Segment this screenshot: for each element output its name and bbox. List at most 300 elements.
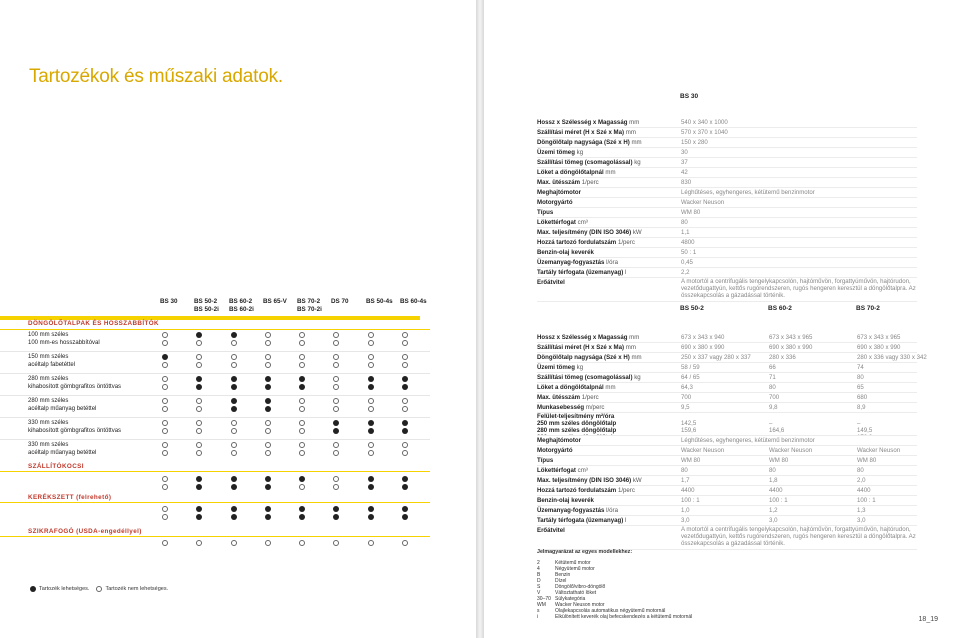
spec-value: 71 bbox=[769, 374, 776, 381]
spec-unit: mm bbox=[605, 169, 616, 176]
spec-row bbox=[537, 198, 917, 208]
spec-label bbox=[537, 486, 681, 495]
spec-row bbox=[537, 188, 917, 198]
spec-unit: kg bbox=[634, 159, 641, 166]
spec-row bbox=[537, 393, 917, 403]
spec-row bbox=[537, 466, 917, 476]
spec-value: 3,0 bbox=[769, 517, 778, 524]
legend-value: Döngölő/vibro-döngölő bbox=[555, 584, 606, 590]
empty-circle-icon bbox=[196, 362, 202, 368]
empty-circle-icon bbox=[402, 362, 408, 368]
section-szikrafogo: SZIKRAFOGÓ (USDA-engedéllyel) bbox=[28, 528, 142, 535]
spec-label-text: Munkasebesség bbox=[537, 404, 585, 411]
spec-label-text: Löket a döngölőtalpnál bbox=[537, 169, 604, 176]
empty-circle-icon bbox=[162, 428, 168, 434]
legend bbox=[537, 549, 692, 620]
spec-value: 1,0 bbox=[681, 507, 690, 514]
empty-circle-icon bbox=[162, 406, 168, 412]
spec-values bbox=[681, 486, 945, 495]
spec-unit: 1/perc bbox=[617, 487, 635, 494]
empty-circle-icon bbox=[162, 514, 168, 520]
spec-row bbox=[537, 248, 917, 258]
spec-value: 1,1 bbox=[681, 229, 690, 236]
legend-value: Elkülönített keverék olaj befecskendezés a kétütemű motornál bbox=[555, 614, 693, 620]
empty-circle-icon bbox=[299, 332, 305, 338]
matrix-footer bbox=[30, 586, 168, 592]
empty-circle-icon bbox=[231, 442, 237, 448]
spec-row bbox=[537, 476, 917, 486]
filled-circle-icon bbox=[231, 384, 237, 390]
spec-value: 0,45 bbox=[681, 259, 693, 266]
empty-circle-icon bbox=[333, 540, 339, 546]
spec-label bbox=[537, 373, 681, 382]
spec-unit: m/perc bbox=[585, 404, 605, 411]
filled-circle-icon bbox=[231, 514, 237, 520]
spec-label bbox=[537, 383, 681, 392]
legend-value: Benzin bbox=[555, 572, 571, 578]
spec-value: 80 bbox=[681, 467, 688, 474]
spec-row bbox=[537, 128, 917, 138]
spec-label-text: Benzin-olaj keverék bbox=[537, 497, 594, 504]
spec-values bbox=[681, 446, 945, 455]
empty-circle-icon bbox=[265, 428, 271, 434]
empty-circle-icon bbox=[265, 540, 271, 546]
spec-label-text: Meghajtómotor bbox=[537, 437, 582, 444]
spec-label-text: Hozzá tartozó fordulatszám bbox=[537, 239, 617, 246]
spec-label-text: Max. ütésszám bbox=[537, 179, 581, 186]
spec-label bbox=[537, 248, 681, 257]
spec-label-text: Üzemanyag-fogyasztás bbox=[537, 259, 605, 266]
spec-unit: 1/perc bbox=[581, 394, 599, 401]
spec-table-bs50-70 bbox=[537, 333, 927, 550]
spec-row bbox=[537, 258, 917, 268]
empty-circle-icon bbox=[368, 540, 374, 546]
legend-key: 4 bbox=[537, 566, 540, 572]
spec-row bbox=[537, 278, 917, 302]
filled-circle-icon bbox=[265, 406, 271, 412]
filled-circle-icon bbox=[231, 476, 237, 482]
spec-value: 690 x 380 x 990 bbox=[769, 344, 813, 351]
matrix-row-label: 100 mm széles 100 mm-es hosszabbítóval bbox=[28, 332, 100, 346]
filled-circle-icon bbox=[402, 506, 408, 512]
spec-label: Erőátvitel bbox=[537, 527, 565, 534]
spec-row bbox=[537, 333, 917, 343]
legend-title: Jelmagyarázat az egyes modellekhez: bbox=[537, 549, 633, 555]
matrix-row-label: 280 mm széles acéltalp műanyag betéttel bbox=[28, 398, 97, 412]
spec-value: Wacker Neuson bbox=[681, 199, 725, 206]
matrix-model-name: BS 50-2 bbox=[194, 298, 218, 305]
spec-label bbox=[537, 516, 681, 525]
spec-unit: 1/perc bbox=[581, 179, 599, 186]
spec-row bbox=[537, 148, 917, 158]
spec-value: A motortól a centrifugális tengelykapcsolón, hajtóművön, forgattyúművön, hajtórudon, vezetődugattyún, kettős rugórendszeren, rugós hengeren keresztül a döngölőtalpra. Az összekapcsolás a gázadással történik. bbox=[681, 278, 916, 299]
spec-value: 280 x 336 bbox=[769, 354, 796, 361]
spec-label bbox=[537, 353, 681, 362]
empty-circle-icon bbox=[402, 354, 408, 360]
spec-value: 142,5 159,6 bbox=[681, 420, 697, 434]
spec-label bbox=[537, 138, 681, 147]
spec-label-text: Üzemanyag-fogyasztás bbox=[537, 507, 605, 514]
matrix-model-name: BS 60-4s bbox=[400, 298, 427, 305]
page-number: 18_19 bbox=[918, 616, 938, 623]
filled-circle-icon bbox=[299, 376, 305, 382]
spec-label bbox=[537, 476, 681, 485]
spec-value: Wacker Neuson bbox=[769, 447, 813, 454]
spec-label-text: Max. ütésszám bbox=[537, 394, 581, 401]
empty-circle-icon bbox=[196, 354, 202, 360]
spec-value: 830 bbox=[681, 179, 692, 186]
legend-item bbox=[537, 614, 692, 620]
filled-circle-icon bbox=[299, 506, 305, 512]
spec-values bbox=[681, 383, 945, 392]
spec-value: WM 80 bbox=[681, 457, 701, 464]
filled-circle-icon bbox=[265, 476, 271, 482]
empty-circle-icon bbox=[162, 398, 168, 404]
filled-circle-icon bbox=[196, 484, 202, 490]
empty-circle-icon bbox=[402, 332, 408, 338]
spec-label-text: Löket a döngölőtalpnál bbox=[537, 384, 604, 391]
empty-circle-icon bbox=[162, 332, 168, 338]
filled-circle-icon bbox=[333, 420, 339, 426]
empty-circle-icon bbox=[333, 442, 339, 448]
empty-circle-icon bbox=[299, 420, 305, 426]
legend-value: Dízel bbox=[555, 578, 567, 584]
spec-label-text: Szállítási tömeg (csomagolással) bbox=[537, 159, 633, 166]
spec-value: 64 / 65 bbox=[681, 374, 700, 381]
spec-value: 64,3 bbox=[681, 384, 693, 391]
empty-circle-icon bbox=[265, 332, 271, 338]
empty-circle-icon bbox=[162, 384, 168, 390]
matrix-model-name: BS 60-2 bbox=[229, 298, 253, 305]
spec-value: 9,5 bbox=[681, 404, 690, 411]
legend-key: S bbox=[537, 584, 541, 590]
empty-circle-icon bbox=[333, 332, 339, 338]
row-divider bbox=[0, 439, 430, 440]
empty-circle-icon bbox=[368, 442, 374, 448]
legend-key: WM bbox=[537, 602, 546, 608]
empty-circle-icon bbox=[333, 362, 339, 368]
filled-circle-icon bbox=[265, 484, 271, 490]
spec-values bbox=[681, 403, 945, 412]
empty-circle-icon bbox=[368, 332, 374, 338]
empty-circle-icon bbox=[333, 476, 339, 482]
spec-label-text: Motorgyártó bbox=[537, 447, 573, 454]
empty-circle-icon bbox=[333, 398, 339, 404]
spec-row bbox=[537, 168, 917, 178]
spec-label-text: Hossz x Szélesség x Magasság bbox=[537, 119, 628, 126]
spec-row bbox=[537, 526, 917, 550]
legend-key: 2 bbox=[537, 560, 540, 566]
spec-value: 58 / 59 bbox=[681, 364, 700, 371]
empty-circle-icon bbox=[96, 586, 102, 592]
spec-value: 673 x 343 x 940 bbox=[681, 334, 725, 341]
spec-value: 250 x 337 vagy 280 x 337 bbox=[681, 354, 751, 361]
spec-values bbox=[681, 363, 945, 372]
empty-circle-icon bbox=[162, 484, 168, 490]
empty-circle-icon bbox=[231, 450, 237, 456]
spec-values bbox=[681, 373, 945, 382]
empty-circle-icon bbox=[299, 398, 305, 404]
legend-value: Olajlekapcsolás automatikus négyütemű motornál bbox=[555, 608, 666, 614]
filled-circle-icon bbox=[402, 514, 408, 520]
filled-circle-icon bbox=[402, 484, 408, 490]
filled-circle-icon bbox=[368, 384, 374, 390]
empty-circle-icon bbox=[196, 428, 202, 434]
spec-label bbox=[537, 393, 681, 402]
spec-label bbox=[537, 496, 681, 505]
spec-value: Léghűtéses, egyhengeres, kétütemű benzinmotor bbox=[681, 189, 815, 196]
spec-value: 80 bbox=[681, 219, 688, 226]
matrix-model-name: DS 70 bbox=[331, 298, 349, 305]
spec-value: 280 x 336 vagy 330 x 342 bbox=[857, 354, 927, 361]
empty-circle-icon bbox=[299, 406, 305, 412]
empty-circle-icon bbox=[299, 362, 305, 368]
spec-values bbox=[681, 506, 945, 515]
spec1-model-header: BS 30 bbox=[680, 93, 699, 100]
spec-value: 100 : 1 bbox=[857, 497, 876, 504]
spec-value: 673 x 343 x 965 bbox=[769, 334, 813, 341]
spec-value: 700 bbox=[769, 394, 780, 401]
empty-circle-icon bbox=[162, 450, 168, 456]
filled-circle-icon bbox=[196, 384, 202, 390]
legend-key: s bbox=[537, 608, 540, 614]
spec-unit: l bbox=[624, 269, 627, 276]
filled-circle-icon bbox=[402, 420, 408, 426]
matrix-model-variant: BS 60-2i bbox=[229, 306, 254, 313]
section-line bbox=[0, 502, 430, 503]
spec-label bbox=[537, 208, 681, 217]
spec-unit: kg bbox=[634, 374, 641, 381]
spec-value: 100 : 1 bbox=[681, 497, 700, 504]
filled-circle-icon bbox=[368, 428, 374, 434]
spec-value: 690 x 380 x 990 bbox=[857, 344, 901, 351]
spec-value: 4400 bbox=[857, 487, 871, 494]
spec-values bbox=[681, 413, 945, 435]
spec-unit: l/óra bbox=[606, 507, 618, 514]
empty-circle-icon bbox=[231, 340, 237, 346]
spec-value: 65 bbox=[857, 384, 864, 391]
filled-circle-icon bbox=[265, 398, 271, 404]
matrix-row-label: 330 mm széles acéltalp műanyag betéttel bbox=[28, 442, 97, 456]
spec2-model-header bbox=[680, 305, 940, 312]
empty-circle-icon bbox=[333, 354, 339, 360]
spec-value: 1,7 bbox=[681, 477, 690, 484]
spec-value: Léghűtéses, egyhengeres, kétütemű benzinmotor bbox=[681, 437, 815, 444]
spec-values bbox=[681, 436, 960, 445]
empty-circle-icon bbox=[402, 450, 408, 456]
spec-value: – 164,6 bbox=[769, 420, 785, 434]
spec-value: 540 x 340 x 1000 bbox=[681, 119, 728, 126]
filled-circle-icon bbox=[231, 332, 237, 338]
filled-circle-icon bbox=[368, 514, 374, 520]
row-divider bbox=[0, 373, 430, 374]
empty-circle-icon bbox=[299, 354, 305, 360]
spec-value: Wacker Neuson bbox=[857, 447, 901, 454]
filled-circle-icon bbox=[231, 398, 237, 404]
spec-label bbox=[537, 178, 681, 187]
empty-circle-icon bbox=[402, 442, 408, 448]
section-line bbox=[0, 536, 430, 537]
legend-key: D bbox=[537, 578, 541, 584]
filled-circle-icon bbox=[196, 376, 202, 382]
legend-value: Négyütemű motor bbox=[555, 566, 595, 572]
footer-empty-label: Tartozék nem lehetséges. bbox=[105, 586, 169, 592]
empty-circle-icon bbox=[368, 354, 374, 360]
filled-circle-icon bbox=[402, 384, 408, 390]
filled-circle-icon bbox=[265, 514, 271, 520]
spec-label bbox=[537, 258, 681, 267]
spec-value: Wacker Neuson bbox=[681, 447, 725, 454]
matrix-model-variant: BS 50-2i bbox=[194, 306, 219, 313]
spec-value: 673 x 343 x 965 bbox=[857, 334, 901, 341]
spec-value: 100 : 1 bbox=[769, 497, 788, 504]
matrix-row-label: 330 mm széles kihabosított gömbgrafitos öntöttvas bbox=[28, 420, 122, 434]
filled-circle-icon bbox=[299, 514, 305, 520]
spec-table-bs30 bbox=[537, 118, 917, 302]
matrix-model-header bbox=[194, 298, 219, 314]
section-line bbox=[0, 329, 430, 330]
spec-label bbox=[537, 446, 681, 455]
spec-label bbox=[537, 403, 681, 412]
spec-row bbox=[537, 516, 917, 526]
filled-circle-icon bbox=[196, 514, 202, 520]
spec-label-text: Max. teljesítmény (DIN ISO 3046) bbox=[537, 477, 632, 484]
filled-circle-icon bbox=[265, 506, 271, 512]
spec-label bbox=[537, 413, 681, 435]
section-kerekszett: KERÉKSZETT (felrehető) bbox=[28, 494, 112, 501]
empty-circle-icon bbox=[402, 406, 408, 412]
spec-value: 9,8 bbox=[769, 404, 778, 411]
empty-circle-icon bbox=[265, 340, 271, 346]
empty-circle-icon bbox=[402, 340, 408, 346]
empty-circle-icon bbox=[368, 362, 374, 368]
spec-value: 2,0 bbox=[857, 477, 866, 484]
row-divider bbox=[0, 351, 430, 352]
empty-circle-icon bbox=[333, 450, 339, 456]
spec-label bbox=[537, 218, 681, 227]
legend-key: i bbox=[537, 614, 539, 620]
spec-value: WM 80 bbox=[681, 209, 701, 216]
spec-unit: mm bbox=[605, 384, 616, 391]
empty-circle-icon bbox=[231, 540, 237, 546]
spec2-model-label: BS 60-2 bbox=[768, 305, 792, 312]
spec-label bbox=[537, 198, 681, 207]
spec-label bbox=[537, 118, 681, 127]
legend-key: 30–70 bbox=[537, 596, 551, 602]
spec-value: 30 bbox=[681, 149, 688, 156]
spec-label bbox=[537, 466, 681, 475]
spec-label-text: Benzin-olaj keverék bbox=[537, 249, 594, 256]
spec-value: 2,2 bbox=[681, 269, 690, 276]
spec-row bbox=[537, 268, 917, 278]
spec-row bbox=[537, 486, 917, 496]
matrix-model-header bbox=[160, 298, 178, 306]
empty-circle-icon bbox=[333, 484, 339, 490]
matrix-model-header bbox=[400, 298, 427, 306]
empty-circle-icon bbox=[162, 476, 168, 482]
spec-label bbox=[537, 188, 681, 197]
filled-circle-icon bbox=[231, 484, 237, 490]
spec-unit: mm bbox=[631, 139, 642, 146]
spec-label bbox=[537, 168, 681, 177]
spec-row bbox=[537, 118, 917, 128]
spec-value: 66 bbox=[769, 364, 776, 371]
spec-value: 1,2 bbox=[769, 507, 778, 514]
spec-values bbox=[681, 393, 945, 402]
spec-row bbox=[537, 353, 927, 363]
filled-circle-icon bbox=[333, 506, 339, 512]
matrix-model-name: BS 70-2 bbox=[297, 298, 321, 305]
spec-label bbox=[537, 148, 681, 157]
spec-values bbox=[681, 456, 945, 465]
filled-circle-icon bbox=[196, 332, 202, 338]
empty-circle-icon bbox=[162, 420, 168, 426]
spec-row bbox=[537, 208, 917, 218]
empty-circle-icon bbox=[196, 442, 202, 448]
filled-circle-icon bbox=[231, 406, 237, 412]
legend-value: Wacker Neuson motor bbox=[555, 602, 605, 608]
spec-label-text: Szállítási méret (H x Szé x Ma) bbox=[537, 129, 625, 136]
spec-label bbox=[537, 333, 681, 342]
filled-circle-icon bbox=[333, 428, 339, 434]
spec-value: 74 bbox=[857, 364, 864, 371]
empty-circle-icon bbox=[333, 376, 339, 382]
spec-label-text: Típus bbox=[537, 209, 554, 216]
empty-circle-icon bbox=[162, 506, 168, 512]
spec-value: 37 bbox=[681, 159, 688, 166]
spec-value: WM 80 bbox=[769, 457, 789, 464]
spec-value: 700 bbox=[681, 394, 692, 401]
spec-row bbox=[537, 403, 917, 413]
spec-row bbox=[537, 343, 917, 353]
empty-circle-icon bbox=[196, 340, 202, 346]
spec-value: 4800 bbox=[681, 239, 695, 246]
spec-value: 1,8 bbox=[769, 477, 778, 484]
spec-label-text: Felület-teljesítmény m²/óra 250 mm széles döngölőtalp 280 mm széles döngölőtalp bbox=[537, 413, 617, 434]
spec-value: – 149,5 bbox=[857, 420, 873, 434]
row-divider bbox=[0, 417, 430, 418]
spec-unit: kW bbox=[632, 477, 642, 484]
spec-values bbox=[681, 496, 945, 505]
legend-key: B bbox=[537, 572, 541, 578]
empty-circle-icon bbox=[265, 354, 271, 360]
spec-label-text: Meghajtómotor bbox=[537, 189, 582, 196]
spec-row bbox=[537, 436, 917, 446]
empty-circle-icon bbox=[402, 398, 408, 404]
spec-values bbox=[681, 353, 945, 362]
spec-row bbox=[537, 218, 917, 228]
empty-circle-icon bbox=[299, 484, 305, 490]
matrix-model-header bbox=[297, 298, 322, 314]
legend-value: Kétütemű motor bbox=[555, 560, 591, 566]
filled-circle-icon bbox=[402, 476, 408, 482]
filled-circle-icon bbox=[368, 420, 374, 426]
spec-value: 570 x 370 x 1040 bbox=[681, 129, 728, 136]
matrix-model-header bbox=[229, 298, 254, 314]
spec-value: 690 x 380 x 990 bbox=[681, 344, 725, 351]
empty-circle-icon bbox=[196, 540, 202, 546]
spec-value: 42 bbox=[681, 169, 688, 176]
spec-unit: mm bbox=[625, 129, 636, 136]
empty-circle-icon bbox=[299, 450, 305, 456]
spec-unit: mm bbox=[631, 354, 642, 361]
spec-values bbox=[681, 466, 945, 475]
spec-row bbox=[537, 446, 917, 456]
page-title: Tartozékok és műszaki adatok. bbox=[29, 66, 283, 87]
empty-circle-icon bbox=[333, 406, 339, 412]
spec-label-text: Döngölőtalp nagysága (Szé x H) bbox=[537, 354, 630, 361]
spec-label-text: Tartály térfogata (üzemanyag) bbox=[537, 517, 624, 524]
